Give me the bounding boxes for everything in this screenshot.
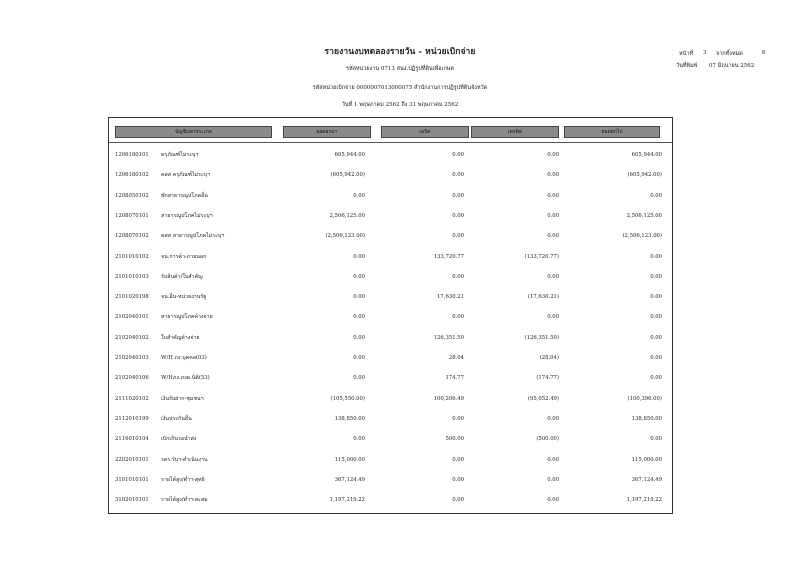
account-code: 2101020198	[115, 294, 149, 301]
debit-value: 28.04	[448, 355, 464, 361]
credit-value: (174.77)	[536, 375, 559, 382]
closing-balance-value: 0.00	[650, 253, 662, 260]
table-row	[109, 311, 674, 323]
agency-line: รหัสหน่วยงาน 0713 สนง.ปฏิรูปที่ดินเพื่อเกษต	[345, 66, 454, 72]
closing-balance-value: 0.00	[650, 334, 662, 341]
credit-value: (133,720.77)	[524, 253, 559, 260]
print-date-label: วันที่พิมพ์	[676, 63, 698, 69]
account-code: 2112010199	[115, 415, 149, 422]
table-row	[109, 210, 674, 222]
credit-value: 0.00	[547, 476, 559, 483]
account-code: 2101010102	[115, 253, 149, 260]
debit-value: 17,630.21	[437, 294, 464, 301]
debit-value: 0.00	[452, 212, 464, 219]
account-code: 1206180102	[115, 172, 149, 179]
credit-value: (126,351.50)	[524, 334, 559, 341]
header-account: บัญชีแยกประเภท	[115, 126, 272, 138]
table-row	[109, 474, 674, 486]
debit-value: 0.00	[452, 192, 464, 199]
table-row	[109, 494, 674, 506]
debit-value: 133,720.77	[433, 253, 464, 260]
opening-balance-value: 0.00	[353, 273, 365, 280]
page-label: หน้าที่	[679, 51, 694, 57]
opening-balance-value: 367,124.49	[334, 476, 365, 483]
page-number: 3	[703, 50, 707, 56]
account-name: รายได้สูง/ต่ำฯ-สะสม	[161, 497, 208, 504]
debit-value: 100,206.49	[433, 395, 464, 402]
credit-value: 0.00	[547, 314, 559, 321]
opening-balance-value: (105,550.00)	[330, 395, 365, 402]
opening-balance-value: 138,850.00	[334, 415, 365, 422]
table-row	[109, 169, 674, 181]
debit-value: 0.00	[452, 497, 464, 504]
credit-value: (17,630.21)	[527, 294, 559, 301]
closing-balance-value: 0.00	[650, 273, 662, 280]
account-code: 2102040102	[115, 334, 149, 341]
account-name: สาธารณูปโภคค้างจ่าย	[161, 314, 213, 321]
opening-balance-value: 0.00	[353, 355, 365, 361]
account-name: พักสาธารณูปโภคอื่น	[161, 192, 208, 199]
table-row	[109, 149, 674, 161]
debit-value: 174.77	[445, 375, 464, 382]
closing-balance-value: 0.00	[650, 314, 662, 321]
opening-balance-value: 115,000.00	[334, 456, 365, 463]
date-range-line: วันที่ 1 พฤษภาคม 2562 ถึง 31 พฤษภาคม 2562	[341, 102, 459, 108]
account-code: 2102040101	[115, 314, 149, 321]
account-code: 2202010101	[115, 456, 149, 463]
opening-balance-value: 0.00	[353, 253, 365, 260]
debit-value: 0.00	[452, 476, 464, 483]
debit-value: 126,351.50	[433, 334, 464, 341]
debit-value: 0.00	[452, 152, 464, 158]
total-label: จากทั้งหมด	[716, 51, 743, 57]
account-name: คสส ครุภัณฑ์ไม่ระบุฯ	[161, 172, 211, 179]
header-opening-balance: ยอดยกมา	[283, 126, 371, 138]
closing-balance-value: 0.00	[650, 294, 662, 301]
account-name: รับสินค้า/ใบสำคัญ	[161, 273, 203, 280]
opening-balance-value: 605,944.00	[334, 152, 365, 158]
credit-value: 0.00	[547, 233, 559, 240]
account-name: สาธารณูปโภคไม่ระบุฯ	[161, 212, 213, 219]
account-code: 2102040106	[115, 375, 149, 382]
credit-value: (500.00)	[536, 436, 559, 443]
credit-value: 0.00	[547, 212, 559, 219]
table-row	[109, 433, 674, 445]
table-row	[109, 413, 674, 425]
debit-value: 0.00	[452, 233, 464, 240]
credit-value: 0.00	[547, 172, 559, 179]
opening-balance-value: 0.00	[353, 436, 365, 443]
account-name: จน.การค้า-ภายนอก	[161, 253, 207, 260]
total-pages: 6	[762, 50, 766, 56]
account-code: 1208070102	[115, 233, 149, 240]
disbursement-unit-line: รหัสหน่วยเบิกจ่าย 0000007013000075 สำนักงานการปฏิรูปที่ดินจังหวัด	[312, 85, 488, 91]
closing-balance-value: 138,850.00	[631, 415, 662, 422]
report-title: รายงานงบทดลองรายวัน - หน่วยเบิกจ่าย	[324, 47, 476, 57]
account-code: 3101010101	[115, 476, 149, 483]
debit-value: 0.00	[452, 273, 464, 280]
debit-value: 0.00	[452, 172, 464, 179]
account-name: เบิกเกินรอนำส่ง	[161, 436, 197, 443]
closing-balance-value: 0.00	[650, 192, 662, 199]
opening-balance-value: 0.00	[353, 294, 365, 301]
table-row	[109, 251, 674, 263]
opening-balance-value: 0.00	[353, 314, 365, 321]
account-code: 3102010101	[115, 497, 149, 504]
header-credit: เครดิต	[471, 126, 559, 138]
account-code: 1206180101	[115, 152, 149, 158]
credit-value: 0.00	[547, 273, 559, 280]
closing-balance-value: 0.00	[650, 375, 662, 382]
opening-balance-value: 0.00	[353, 375, 365, 382]
debit-value: 0.00	[452, 456, 464, 463]
account-name: จน.อื่น-หน่วยงานรัฐ	[161, 294, 207, 301]
closing-balance-value: 0.00	[650, 355, 662, 361]
credit-value: 0.00	[547, 456, 559, 463]
opening-balance-value: (2,506,123.00)	[325, 233, 365, 240]
closing-balance-value: 0.00	[650, 436, 662, 443]
credit-value: 0.00	[547, 192, 559, 199]
account-code: 2102040103	[115, 355, 149, 361]
table-row	[109, 393, 674, 405]
account-name: รายได้สูง/ต่ำฯ-สุทธิ	[161, 476, 205, 483]
table-row	[109, 372, 674, 384]
opening-balance-value: 0.00	[353, 192, 365, 199]
opening-balance-value: 1,197,219.22	[329, 497, 365, 504]
header-debit: เดบิต	[381, 126, 469, 138]
account-name: W/H ภง.บุคคล(03)	[161, 355, 207, 361]
print-date: 07 มิถุนายน 2562	[709, 63, 755, 69]
account-code: 2111020102	[115, 395, 149, 402]
table-row	[109, 190, 674, 202]
credit-value: 0.00	[547, 497, 559, 504]
account-name: W/Hภง.ภงด.นิติ(53)	[161, 375, 210, 382]
account-code: 2101010103	[115, 273, 149, 280]
debit-value: 0.00	[452, 415, 464, 422]
credit-value: 0.00	[547, 415, 559, 422]
table-row	[109, 271, 674, 283]
account-code: 1208050102	[115, 192, 149, 199]
table-row	[109, 332, 674, 344]
table-row	[109, 230, 674, 242]
account-name: เงินรับฝาก-ชุมชนฯ	[161, 395, 204, 402]
opening-balance-value: (605,942.00)	[330, 172, 365, 179]
account-name: คสส สาธารณูปโภคไม่ระบุฯ	[161, 233, 225, 240]
closing-balance-value: 115,000.00	[631, 456, 662, 463]
closing-balance-value: (100,396.00)	[627, 395, 662, 402]
closing-balance-value: 2,506,125.00	[626, 212, 662, 219]
opening-balance-value: 2,506,125.00	[329, 212, 365, 219]
table-row	[109, 291, 674, 303]
account-name: เงินประกันอื่น	[161, 415, 192, 422]
closing-balance-value: 367,124.49	[631, 476, 662, 483]
debit-value: 500.00	[445, 436, 464, 443]
closing-balance-value: 605,944.00	[631, 152, 662, 158]
debit-value: 0.00	[452, 314, 464, 321]
credit-value: (95,052.49)	[527, 395, 559, 402]
trial-balance-table	[108, 117, 673, 514]
closing-balance-value: (605,942.00)	[627, 172, 662, 179]
account-code: 2116010104	[115, 436, 149, 443]
credit-value: 0.00	[547, 152, 559, 158]
closing-balance-value: (2,506,123.00)	[622, 233, 662, 240]
account-name: ครุภัณฑ์ไม่ระบุฯ	[161, 152, 199, 158]
account-name: รคร.รับฯ-ดำเนินงาน	[161, 456, 208, 463]
header-divider	[109, 142, 672, 143]
table-row	[109, 352, 674, 364]
header-closing-balance: ยอดยกไป	[564, 126, 660, 138]
table-row	[109, 454, 674, 466]
account-code: 1208070101	[115, 212, 149, 219]
closing-balance-value: 1,197,219.22	[626, 497, 662, 504]
account-name: ใบสำคัญค้างจ่าย	[161, 334, 200, 341]
opening-balance-value: 0.00	[353, 334, 365, 341]
credit-value: (28.04)	[539, 355, 559, 361]
